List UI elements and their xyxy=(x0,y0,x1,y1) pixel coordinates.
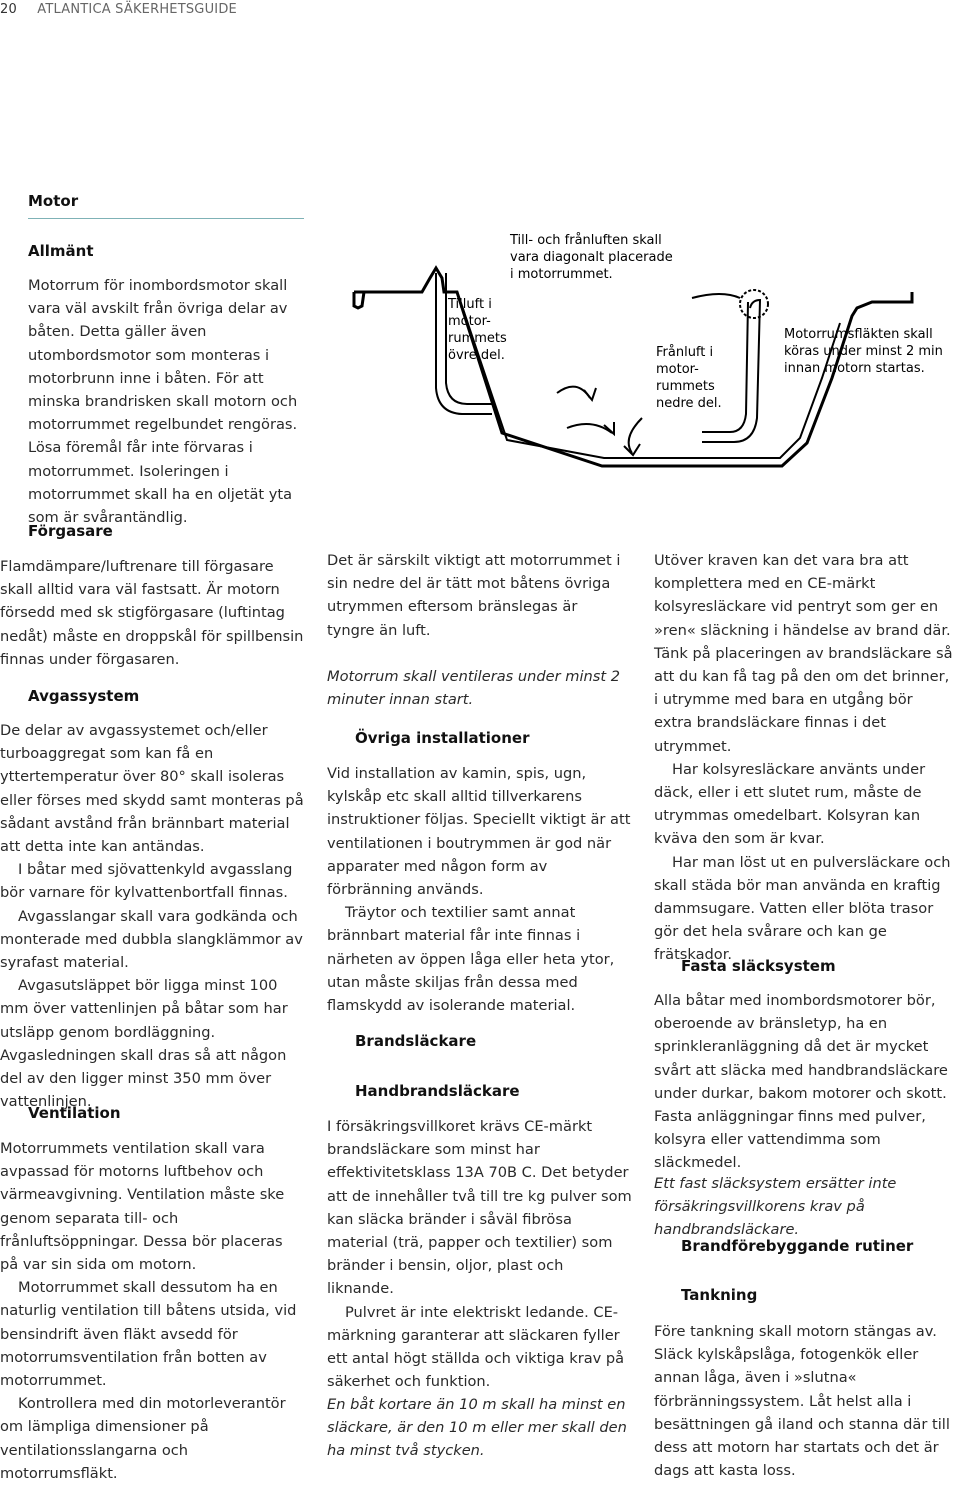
col2-italic-note-2 xyxy=(327,1393,627,1463)
handbrand-text xyxy=(327,1115,632,1393)
paragraph: Det är särskilt viktigt att motorrummet i sin nedre del är tätt mot båtens övriga utrymmen eftersom bränslegas är tyngre än luft. xyxy=(327,552,621,639)
fan-icon xyxy=(740,290,768,318)
label-flakt-3: innan motorn startas. xyxy=(784,361,925,376)
subheading-fasta: Fasta släcksystem xyxy=(681,957,836,975)
allmant-text xyxy=(28,274,306,529)
section-title-motor: Motor xyxy=(28,192,79,210)
paragraph: Utöver kraven kan det vara bra att komplettera med en CE-märkt kolsyresläckare vid pentryt som ger en »ren« släckning i händelse av brand där. Tänk på placeringen av brandsläckare så att du kan få tag på den om det brinner, i utrymme med bara en utgång bör extra brandsläckare finnas i det utrymmet. xyxy=(654,552,953,755)
fasta-text xyxy=(654,989,954,1175)
paragraph: Före tankning skall motorn stängas av. Släck kylskåpslåga, fotogenkök eller annan låga, även i »slutna« förbränningssystem. Låt helst alla i besättningen gå iland och stanna där till dess att motorn har startats och det är dags att kasta loss. xyxy=(654,1323,950,1480)
label-tilluft-2: motor- xyxy=(448,314,491,329)
arrowhead xyxy=(624,444,640,455)
paragraph: Flamdämpare/luftrenare till förgasare skall alltid vara väl fastsatt. Är motorn försedd med sk stigförgasare (luftintag nedåt) måste en droppskål för spillbensin finnas under förgasaren. xyxy=(0,558,304,668)
paragraph: Har kolsyresläckare använts under däck, eller i ett slutet rum, måste de utrymmas omedelbart. Kolsyran kan kväva den som är kvar. xyxy=(654,760,926,848)
col3-text xyxy=(654,549,954,967)
label-tilluft-1: Tilluft i xyxy=(448,297,492,312)
subheading-allmant: Allmänt xyxy=(28,242,94,260)
airflow-arrow xyxy=(692,294,740,298)
label-franluft-3: rummets xyxy=(656,379,715,394)
paragraph: Kontrollera med din motorleverantör om lämpliga dimensioner på ventilationsslangarna och motorrumsfläkt. xyxy=(0,1395,286,1482)
label-franluft-4: nedre del. xyxy=(656,396,722,411)
engine-room-ventilation-diagram xyxy=(352,228,952,480)
running-title: ATLANTICA SÄKERHETSGUIDE xyxy=(37,2,237,17)
label-flakt-1: Motorrumsfläkten skall xyxy=(784,327,933,342)
page-number: 20 xyxy=(0,2,17,17)
paragraph: Motorrummet skall dessutom ha en naturlig ventilation till båtens utsida, vid bensindrift även fläkt avsedd för motorrumsventilation från botten av motorrummet. xyxy=(0,1279,297,1390)
subheading-handbrandslackare: Handbrandsläckare xyxy=(355,1082,520,1100)
subheading-brandslackare: Brandsläckare xyxy=(355,1032,477,1050)
subheading-ovriga: Övriga installationer xyxy=(355,729,530,747)
tankning-text xyxy=(654,1320,959,1482)
paragraph: I försäkringsvillkoret krävs CE-märkt brandsläckare som minst har effektivitetsklass 13A 70B C. Det betyder att de innehåller två till tre kg pulver som kan släcka bränder i såväl fibrösa material (trä, papper och textilier) som bränder i bensin, oljor, plast och liknande. xyxy=(327,1118,632,1298)
paragraph: Avgasutsläppet bör ligga minst 100 mm över vattenlinjen på båtar som har utsläpp genom bordläggning. Avgasledningen skall dras så att någon del av den ligger minst 350 mm över vattenlinjen. xyxy=(0,977,288,1111)
ovriga-text xyxy=(327,762,632,1017)
col2-intro xyxy=(327,549,627,642)
paragraph: Motorrum för inombordsmotor skall vara väl avskilt från övriga delar av båten. Detta gäller även utombordsmotor som monteras i motorbrunn inne i båten. För att minska brandrisken skall motorn och motorrummet regelbundet rengöras. Lösa föremål får inte förvaras i motorrummet. Isoleringen i motorrummet skall ha en oljetät yta som är svårantändlig. xyxy=(28,277,298,527)
airflow-arrow xyxy=(629,418,642,453)
section-rule xyxy=(28,218,304,219)
paragraph: Vid installation av kamin, spis, ugn, kylskåp etc skall alltid tillverkarens instruktioner följas. Speciellt viktigt är att ventilationen i boutrymmen är god när apparater med någon form av förbränning används. xyxy=(327,765,631,899)
paragraph: Alla båtar med inombordsmotorer bör, oberoende av bränsletyp, ha en sprinkleranläggning då det är mycket svårt att släcka med handbrandsläckare under durkar, bakom motorer och skott. Fasta anläggningar finns med pulver, kolsyra eller vattendimma som släckmedel. xyxy=(654,992,948,1172)
paragraph: Pulvret är inte elektriskt ledande. CE-märkning garanterar att släckaren fyller ett antal högt ställda och viktiga krav på säkerhet och funktion. xyxy=(327,1303,625,1391)
label-franluft-1: Frånluft i xyxy=(656,345,714,360)
subheading-forgasare: Förgasare xyxy=(28,522,113,540)
paragraph: Har man löst ut en pulversläckare och skall städa bör man använda en kraftig dammsugare. Vatten eller blöta trasor gör det hela svårare och kan ge frätskador. xyxy=(654,853,951,964)
diagram-svg xyxy=(352,228,952,480)
paragraph: De delar av avgassystemet och/eller turboaggregat som kan få en yttertemperatur över 80° skall isoleras eller förses med skydd samt monteras på sådant avstånd från brännbart material att detta inte kan antändas. xyxy=(0,722,304,856)
paragraph: Motorrummets ventilation skall vara avpassad för motorns luftbehov och värmeavgivning. Ventilation måste ske genom separata till- och frånluftsöppningar. Dessa bör placeras på var sin sida om motorn. xyxy=(0,1140,285,1274)
col2-italic-note xyxy=(327,665,627,711)
italic-paragraph: Ett fast släcksystem ersätter inte försäkringsvillkorens krav på handbrandsläckare. xyxy=(654,1175,897,1239)
avgassystem-text xyxy=(0,719,305,1113)
exhaust-duct xyxy=(702,300,760,442)
label-franluft-2: motor- xyxy=(656,362,699,377)
subheading-avgassystem: Avgassystem xyxy=(28,687,140,705)
subheading-ventilation: Ventilation xyxy=(28,1104,121,1122)
exhaust-duct-inner xyxy=(702,302,748,432)
label-tilluft-4: övre del. xyxy=(448,348,505,363)
paragraph: Avgasslangar skall vara godkända och monterade med dubbla slangklämmor av syrafast material. xyxy=(0,907,303,972)
label-flakt-2: köras under minst 2 min xyxy=(784,344,943,359)
page-header xyxy=(0,2,237,17)
subheading-tankning: Tankning xyxy=(681,1286,758,1304)
italic-paragraph: En båt kortare än 10 m skall ha minst en släckare, är den 10 m eller mer skall den ha minst två stycken. xyxy=(327,1396,627,1460)
label-top-1: Till- och frånluften skall xyxy=(510,233,662,248)
label-top-3: i motorrummet. xyxy=(510,267,613,282)
col3-italic-note xyxy=(654,1172,960,1242)
hull-left-edge xyxy=(354,292,364,308)
paragraph: Träytor och textilier samt annat brännbart material får inte finnas i närheten av öppen låga eller heta ytor, utan måste skiljas från dessa med flamskydd av isolerande material. xyxy=(327,904,615,1015)
label-top-2: vara diagonalt placerade xyxy=(510,250,673,265)
ventilation-text xyxy=(0,1137,302,1485)
label-tilluft-3: rummets xyxy=(448,331,507,346)
subheading-rutiner: Brandförebyggande rutiner xyxy=(681,1237,914,1255)
italic-paragraph: Motorrum skall ventileras under minst 2 minuter innan start. xyxy=(327,668,621,709)
paragraph: I båtar med sjövattenkyld avgasslang bör varnare för kylvattenbortfall finnas. xyxy=(0,861,293,902)
forgasare-text xyxy=(0,555,310,671)
